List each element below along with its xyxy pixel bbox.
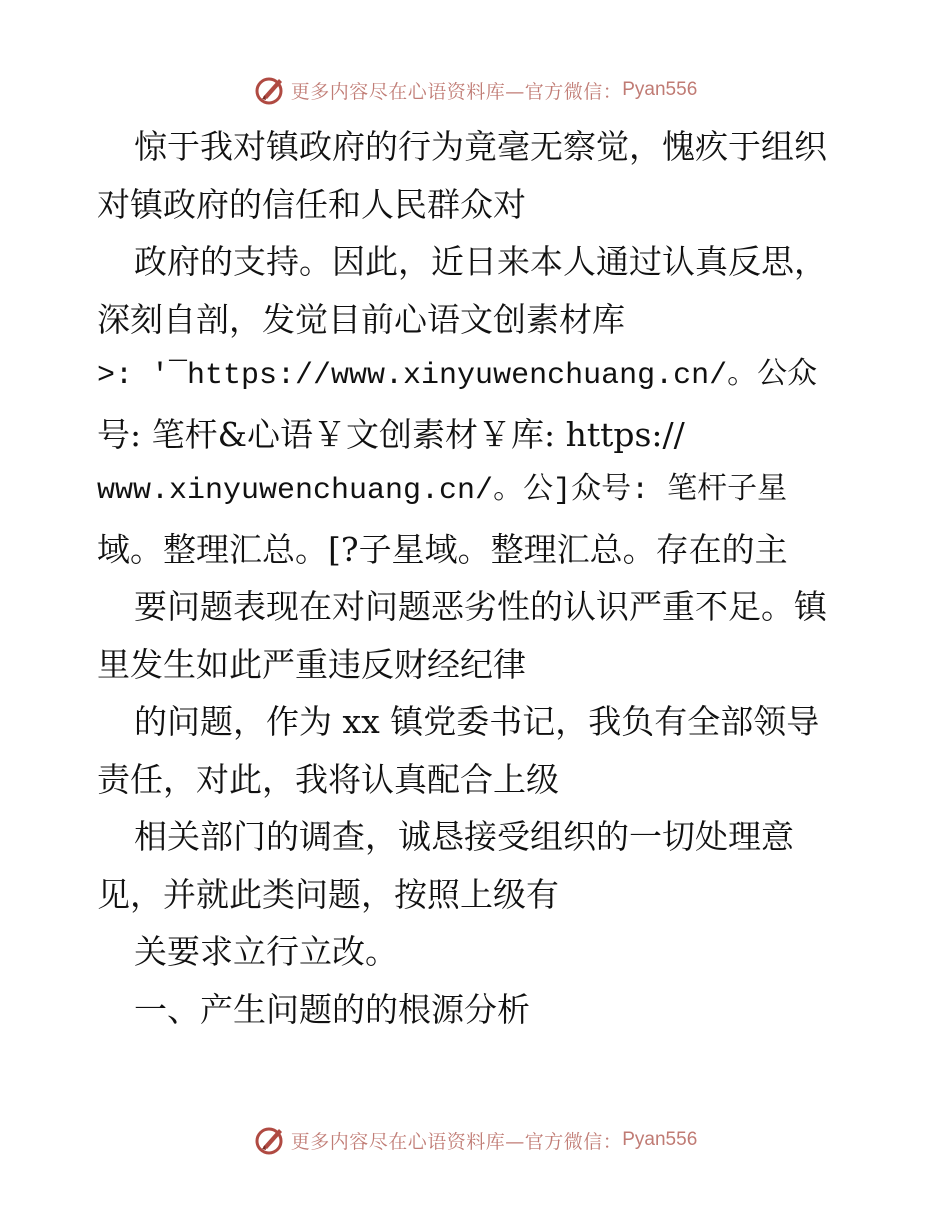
body-line: 要问题表现在对问题恶劣性的认识严重不足。镇 (134, 587, 827, 626)
body-line: 相关部门的调查，诚恳接受组织的一切处理意 (134, 817, 794, 856)
body-line: 号: 笔杆&心语￥文创素材￥库: https:// (97, 414, 685, 454)
body-line: www.xinyuwenchuang.cn/。公]众号: 笔杆子星 (97, 474, 788, 508)
body-line: 政府的支持。因此，近日来本人通过认真反思， (134, 242, 827, 281)
quill-logo-icon (253, 73, 287, 107)
header-wechat-id: Pyan556 (622, 79, 698, 100)
body-line: 域。整理汇总。[?子星域。整理汇总。存在的主 (97, 529, 788, 569)
body-line: >: ′¯https://www.xinyuwenchuang.cn/。公众 (97, 359, 818, 393)
body-line: 深刻自剖，发觉目前心语文创素材库 (97, 299, 625, 339)
quill-logo-icon (253, 1123, 287, 1157)
body-line: 关要求立行立改。 (134, 932, 398, 971)
footer-banner (0, 1120, 950, 1160)
body-line: 见，并就此类问题，按照上级有 (97, 874, 559, 914)
body-line: 责任，对此，我将认真配合上级 (97, 759, 559, 799)
body-line: 对镇政府的信任和人民群众对 (97, 184, 526, 224)
body-line: 惊于我对镇政府的行为竟毫无察觉，愧疚于组织 (134, 127, 827, 166)
document-body (97, 118, 857, 1038)
body-line: 里发生如此严重违反财经纪律 (97, 644, 526, 684)
header-banner (0, 70, 950, 110)
header-banner-text: 更多内容尽在心语资料库—官方微信： (290, 80, 623, 103)
body-line: 的问题，作为 xx 镇党委书记，我负有全部领导 (134, 702, 820, 741)
footer-banner-text: 更多内容尽在心语资料库—官方微信： (290, 1130, 623, 1153)
section-heading: 一、产生问题的的根源分析 (134, 989, 530, 1029)
footer-wechat-id: Pyan556 (622, 1129, 698, 1150)
